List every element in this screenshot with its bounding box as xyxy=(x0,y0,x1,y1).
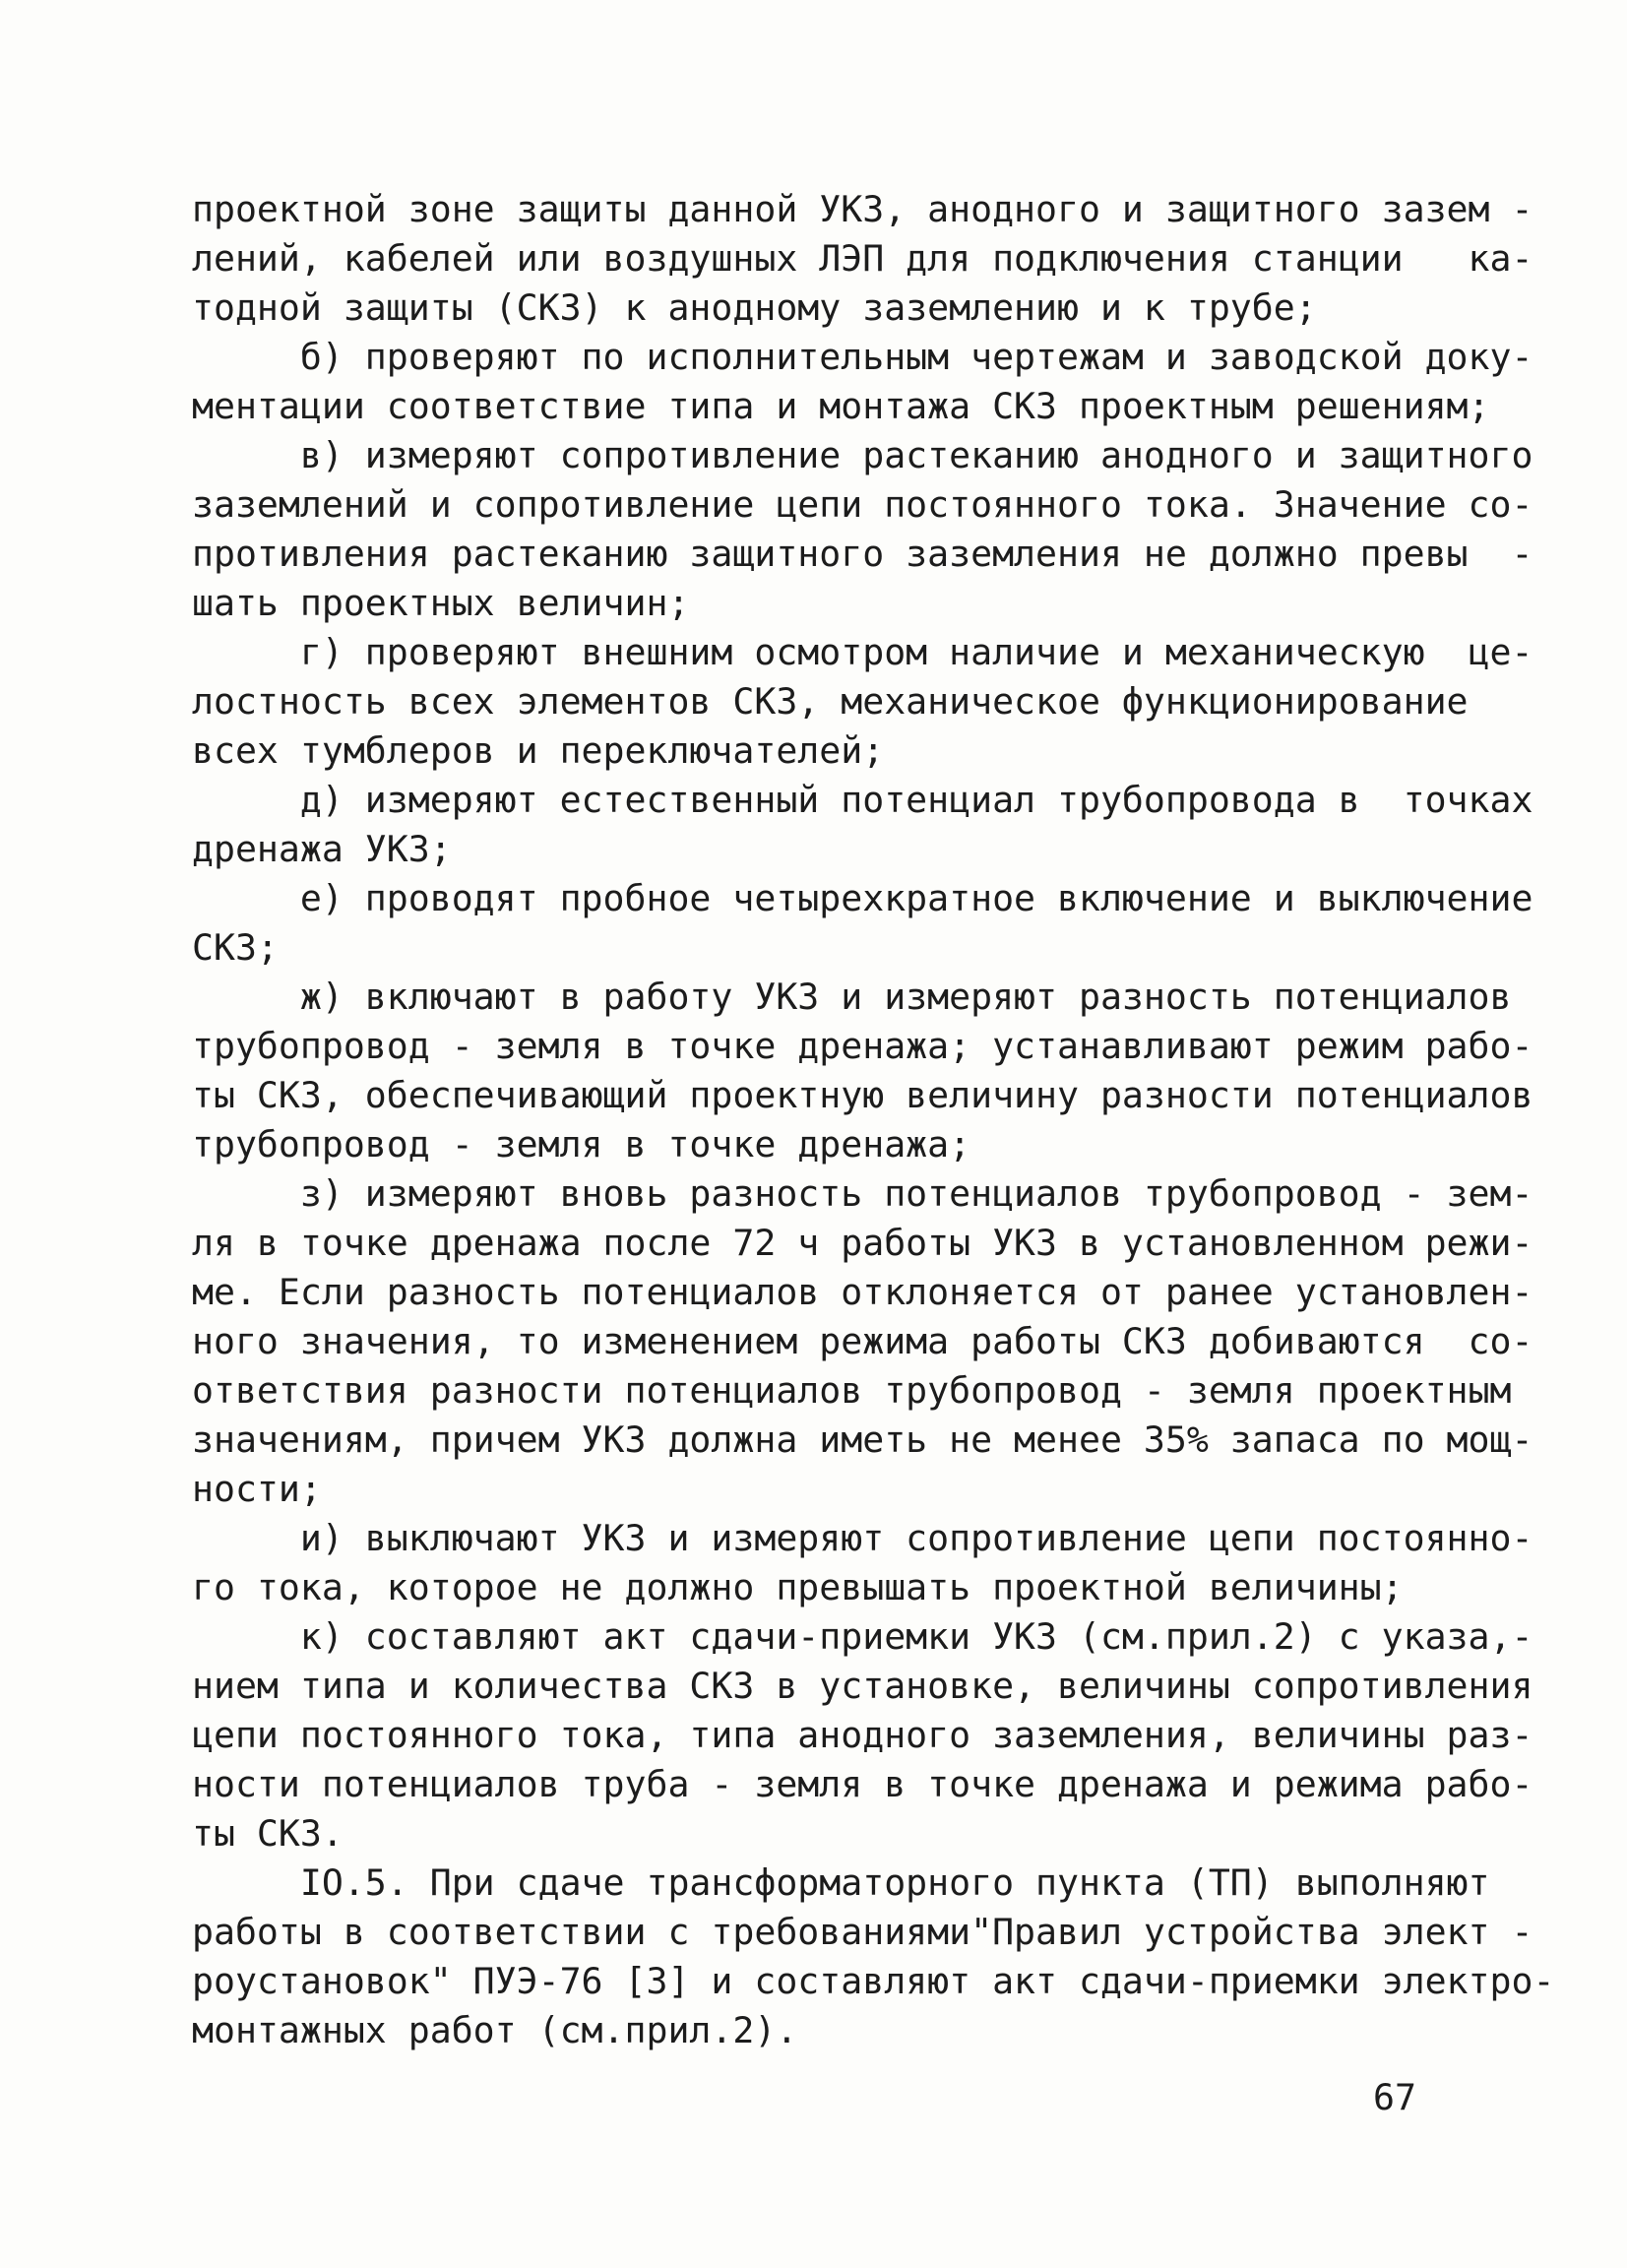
text-line: ности потенциалов труба - земля в точке дренажа и режима рабо- xyxy=(192,1763,1533,1805)
text-line: лений, кабелей или воздушных ЛЭП для подключения станции ка- xyxy=(192,237,1533,280)
text-line: СКЗ; xyxy=(192,926,279,969)
text-line: д) измеряют естественный потенциал трубопровода в точках xyxy=(192,779,1533,821)
text-line: трубопровод - земля в точке дренажа; устанавливают режим рабо- xyxy=(192,1025,1533,1067)
text-line: го тока, которое не должно превышать проектной величины; xyxy=(192,1566,1404,1608)
text-line: в) измеряют сопротивление растеканию анодного и защитного xyxy=(192,434,1533,476)
text-line: з) измеряют вновь разность потенциалов трубопровод - зем- xyxy=(192,1172,1533,1215)
text-line: ответствия разности потенциалов трубопровод - земля проектным xyxy=(192,1369,1512,1412)
text-line: к) составляют акт сдачи-приемки УКЗ (см.прил.2) с указа,- xyxy=(192,1615,1533,1658)
text-line: всех тумблеров и переключателей; xyxy=(192,729,885,772)
body-text xyxy=(192,185,1555,2055)
text-line: заземлений и сопротивление цепи постоянного тока. Значение со- xyxy=(192,483,1533,526)
text-line: роустановок" ПУЭ-76 [3] и составляют акт сдачи-приемки электро- xyxy=(192,1960,1555,2002)
text-line: лостность всех элементов СКЗ, механическое функционирование xyxy=(192,680,1469,723)
text-line: шать проектных величин; xyxy=(192,582,690,624)
text-line: работы в соответствии с требованиями"Правил устройства элект - xyxy=(192,1911,1533,1953)
text-line: ного значения, то изменением режима работы СКЗ добиваются со- xyxy=(192,1320,1533,1362)
text-line: IO.5. При сдаче трансформаторного пункта (ТП) выполняют xyxy=(192,1861,1490,1904)
text-line: цепи постоянного тока, типа анодного заземления, величины раз- xyxy=(192,1714,1533,1756)
text-line: трубопровод - земля в точке дренажа; xyxy=(192,1123,971,1166)
text-line: нием типа и количества СКЗ в установке, величины сопротивления xyxy=(192,1665,1533,1707)
text-line: ты СКЗ. xyxy=(192,1812,344,1855)
text-line: монтажных работ (см.прил.2). xyxy=(192,2009,798,2051)
text-line: тодной защиты (СКЗ) к анодному заземлению и к трубе; xyxy=(192,286,1317,329)
text-line: ты СКЗ, обеспечивающий проектную величину разности потенциалов xyxy=(192,1074,1533,1116)
text-line: противления растеканию защитного заземления не должно превы - xyxy=(192,533,1533,575)
text-line: и) выключают УКЗ и измеряют сопротивление цепи постоянно- xyxy=(192,1517,1533,1559)
page-number: 67 xyxy=(1373,2076,1416,2118)
text-line: ж) включают в работу УКЗ и измеряют разность потенциалов xyxy=(192,976,1512,1018)
text-line: е) проводят пробное четырехкратное включение и выключение xyxy=(192,877,1533,919)
text-line: г) проверяют внешним осмотром наличие и механическую це- xyxy=(192,631,1533,673)
text-line: ме. Если разность потенциалов отклоняется от ранее установлен- xyxy=(192,1271,1533,1313)
text-line: ности; xyxy=(192,1468,322,1510)
text-line: ментации соответствие типа и монтажа СКЗ проектным решениям; xyxy=(192,385,1490,427)
text-line: проектной зоне защиты данной УКЗ, анодного и защитного зазем - xyxy=(192,188,1533,230)
text-line: дренажа УКЗ; xyxy=(192,828,452,870)
text-line: ля в точке дренажа после 72 ч работы УКЗ в установленном режи- xyxy=(192,1222,1533,1264)
text-line: значениям, причем УКЗ должна иметь не менее 35% запаса по мощ- xyxy=(192,1418,1533,1461)
text-line: б) проверяют по исполнительным чертежам и заводской доку- xyxy=(192,336,1533,378)
